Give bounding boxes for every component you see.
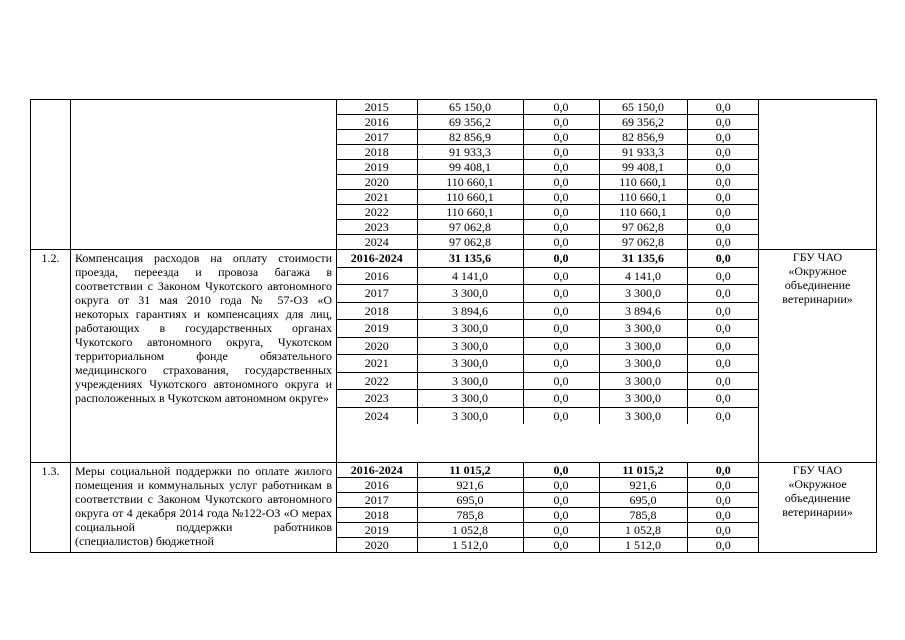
year-row [337,220,759,235]
year-row [337,538,759,553]
federal-budget-cell: 0,0 [523,463,599,478]
regional-budget-cell: 3 894,6 [599,302,687,320]
year-row [337,337,759,355]
year-row [337,130,759,145]
year-cell: 2021 [337,355,417,373]
year-row [337,205,759,220]
regional-budget-cell: 3 300,0 [599,320,687,338]
regional-budget-cell: 110 660,1 [599,175,687,190]
year-cell: 2023 [337,390,417,408]
other-sources-cell: 0,0 [687,267,759,285]
regional-budget-cell: 110 660,1 [599,190,687,205]
other-sources-cell: 0,0 [715,235,731,249]
other-sources-cell: 0,0 [687,285,759,303]
year-row [337,160,759,175]
regional-budget-cell: 3 300,0 [599,285,687,303]
section-row [31,250,877,463]
total-cost-cell: 3 300,0 [417,285,523,303]
total-cost-cell: 3 300,0 [417,372,523,390]
regional-budget-cell: 3 300,0 [599,372,687,390]
regional-budget-cell: 3 300,0 [599,407,687,424]
total-cost-cell: 695,0 [417,493,523,508]
year-row [337,372,759,390]
year-cell: 2020 [337,538,417,553]
total-cost-cell: 65 150,0 [417,100,523,115]
values-cell [337,463,759,553]
total-cost-cell: 3 894,6 [417,302,523,320]
other-sources-cell: 0,0 [715,408,731,423]
year-cell: 2017 [337,493,417,508]
other-sources-cell: 0,0 [687,523,759,538]
regional-budget-cell: 110 660,1 [599,205,687,220]
item-number: 1.2. [31,250,71,463]
regional-budget-cell: 97 062,8 [599,235,687,250]
year-row [337,175,759,190]
year-cell: 2016 [337,267,417,285]
item-description [71,100,337,250]
total-cost-cell: 110 660,1 [417,175,523,190]
other-sources-cell: 0,0 [687,100,759,115]
federal-budget-cell: 0,0 [523,337,599,355]
regional-budget-cell: 97 062,8 [599,220,687,235]
year-row [337,355,759,373]
other-sources-cell: 0,0 [687,372,759,390]
total-cost-cell: 82 856,9 [417,130,523,145]
total-cost-cell: 97 062,8 [417,220,523,235]
regional-budget-cell: 3 300,0 [599,390,687,408]
total-cost-cell: 69 356,2 [417,115,523,130]
federal-budget-cell: 0,0 [523,160,599,175]
federal-budget-cell: 0,0 [523,100,599,115]
other-sources-cell: 0,0 [687,190,759,205]
responsible-organization: ГБУ ЧАО «Окружное объединение ветеринарии» [759,463,877,553]
year-row [337,493,759,508]
other-sources-cell: 0,0 [687,508,759,523]
year-row [337,407,759,424]
other-sources-cell: 0,0 [687,493,759,508]
total-cost-cell: 4 141,0 [417,267,523,285]
year-cell: 2019 [337,523,417,538]
year-cell: 2016-2024 [337,463,417,478]
year-row [337,145,759,160]
item-description: Меры социальной поддержки по оплате жилого помещения и коммунальных услуг работникам в соответствии с Законом Чукотского автономного округа от 4 декабря 2014 года №122-ОЗ «О мерах социальной поддержки работников (специалистов) бюджетной [71,463,337,553]
other-sources-cell: 0,0 [687,160,759,175]
federal-budget-cell: 0,0 [523,508,599,523]
federal-budget-cell: 0,0 [523,267,599,285]
federal-budget-cell: 0,0 [523,355,599,373]
other-sources-cell: 0,0 [687,115,759,130]
regional-budget-cell: 11 015,2 [599,463,687,478]
item-number [31,100,71,250]
federal-budget-cell: 0,0 [523,235,599,250]
year-cell: 2016 [337,478,417,493]
year-row [337,302,759,320]
total-cost-cell: 99 408,1 [417,160,523,175]
regional-budget-cell: 695,0 [599,493,687,508]
federal-budget-cell: 0,0 [523,145,599,160]
document-page [30,99,876,553]
regional-budget-cell: 65 150,0 [599,100,687,115]
regional-budget-cell: 69 356,2 [599,115,687,130]
year-row [337,478,759,493]
year-cell: 2015 [337,100,417,115]
year-row [337,390,759,408]
year-row [337,190,759,205]
item-description: Компенсация расходов на оплату стоимости проезда, переезда и провоза багажа в соответствии с Законом Чукотского автономного округа от 31 мая 2010 года № 57-ОЗ «О некоторых гарантиях и компенсациях для лиц, работающих в государственных органах Чукотского автономного округа, Чукотском территориальном фонде обязательного медицинского страхования, государственных учреждениях Чукотского автономного округа и расположенных в Чукотском автономном округе» [71,250,337,463]
section-row [31,100,877,250]
federal-budget-cell: 0,0 [523,130,599,145]
regional-budget-cell: 785,8 [599,508,687,523]
other-sources-cell: 0,0 [687,175,759,190]
regional-budget-cell: 1 052,8 [599,523,687,538]
total-cost-cell: 3 300,0 [417,407,523,424]
federal-budget-cell: 0,0 [523,478,599,493]
year-cell: 2018 [337,302,417,320]
year-cell: 2020 [337,337,417,355]
total-row [337,250,759,267]
section-row [31,463,877,553]
values-subtable [337,250,759,424]
federal-budget-cell: 0,0 [523,250,599,267]
federal-budget-cell: 0,0 [523,190,599,205]
other-sources-cell: 0,0 [687,463,759,478]
federal-budget-cell: 0,0 [523,538,599,553]
total-cost-cell: 785,8 [417,508,523,523]
total-cost-cell: 3 300,0 [417,355,523,373]
other-sources-cell: 0,0 [687,205,759,220]
other-sources-cell: 0,0 [687,302,759,320]
total-row [337,463,759,478]
year-cell: 2024 [337,235,417,250]
year-cell: 2022 [337,205,417,220]
federal-budget-cell: 0,0 [523,407,599,424]
year-cell: 2021 [337,190,417,205]
year-cell: 2024 [337,407,417,424]
year-row [337,285,759,303]
other-sources-cell: 0,0 [687,355,759,373]
values-cell [337,250,759,463]
year-cell: 2023 [337,220,417,235]
total-cost-cell: 3 300,0 [417,390,523,408]
values-subtable [337,100,759,249]
year-row [337,235,759,250]
values-subtable [337,463,759,552]
regional-budget-cell: 99 408,1 [599,160,687,175]
other-sources-cell: 0,0 [687,320,759,338]
other-sources-cell: 0,0 [715,538,731,552]
year-cell: 2016 [337,115,417,130]
year-row [337,267,759,285]
year-row [337,100,759,115]
year-cell: 2016-2024 [337,250,417,267]
federal-budget-cell: 0,0 [523,175,599,190]
total-cost-cell: 11 015,2 [417,463,523,478]
regional-budget-cell: 1 512,0 [599,538,687,553]
federal-budget-cell: 0,0 [523,302,599,320]
year-cell: 2018 [337,508,417,523]
total-cost-cell: 110 660,1 [417,190,523,205]
regional-budget-cell: 82 856,9 [599,130,687,145]
total-cost-cell: 91 933,3 [417,145,523,160]
year-cell: 2019 [337,320,417,338]
budget-table [30,99,877,553]
other-sources-cell: 0,0 [687,337,759,355]
federal-budget-cell: 0,0 [523,115,599,130]
item-number: 1.3. [31,463,71,553]
year-cell: 2017 [337,285,417,303]
year-cell: 2020 [337,175,417,190]
year-cell: 2019 [337,160,417,175]
responsible-organization: ГБУ ЧАО «Окружное объединение ветеринарии» [759,250,877,463]
federal-budget-cell: 0,0 [523,320,599,338]
year-row [337,320,759,338]
other-sources-cell: 0,0 [687,250,759,267]
regional-budget-cell: 3 300,0 [599,337,687,355]
total-cost-cell: 97 062,8 [417,235,523,250]
responsible-organization [759,100,877,250]
year-cell: 2018 [337,145,417,160]
federal-budget-cell: 0,0 [523,285,599,303]
total-cost-cell: 110 660,1 [417,205,523,220]
federal-budget-cell: 0,0 [523,205,599,220]
federal-budget-cell: 0,0 [523,390,599,408]
total-cost-cell: 1 052,8 [417,523,523,538]
year-cell: 2017 [337,130,417,145]
total-cost-cell: 921,6 [417,478,523,493]
federal-budget-cell: 0,0 [523,493,599,508]
total-cost-cell: 3 300,0 [417,337,523,355]
federal-budget-cell: 0,0 [523,372,599,390]
year-row [337,523,759,538]
federal-budget-cell: 0,0 [523,523,599,538]
other-sources-cell: 0,0 [687,220,759,235]
regional-budget-cell: 3 300,0 [599,355,687,373]
regional-budget-cell: 921,6 [599,478,687,493]
year-cell: 2022 [337,372,417,390]
other-sources-cell: 0,0 [687,390,759,408]
regional-budget-cell: 91 933,3 [599,145,687,160]
year-row [337,115,759,130]
federal-budget-cell: 0,0 [523,220,599,235]
other-sources-cell: 0,0 [687,130,759,145]
year-row [337,508,759,523]
other-sources-cell: 0,0 [687,145,759,160]
regional-budget-cell: 4 141,0 [599,267,687,285]
regional-budget-cell: 31 135,6 [599,250,687,267]
total-cost-cell: 31 135,6 [417,250,523,267]
values-cell [337,100,759,250]
total-cost-cell: 1 512,0 [417,538,523,553]
total-cost-cell: 3 300,0 [417,320,523,338]
other-sources-cell: 0,0 [687,478,759,493]
